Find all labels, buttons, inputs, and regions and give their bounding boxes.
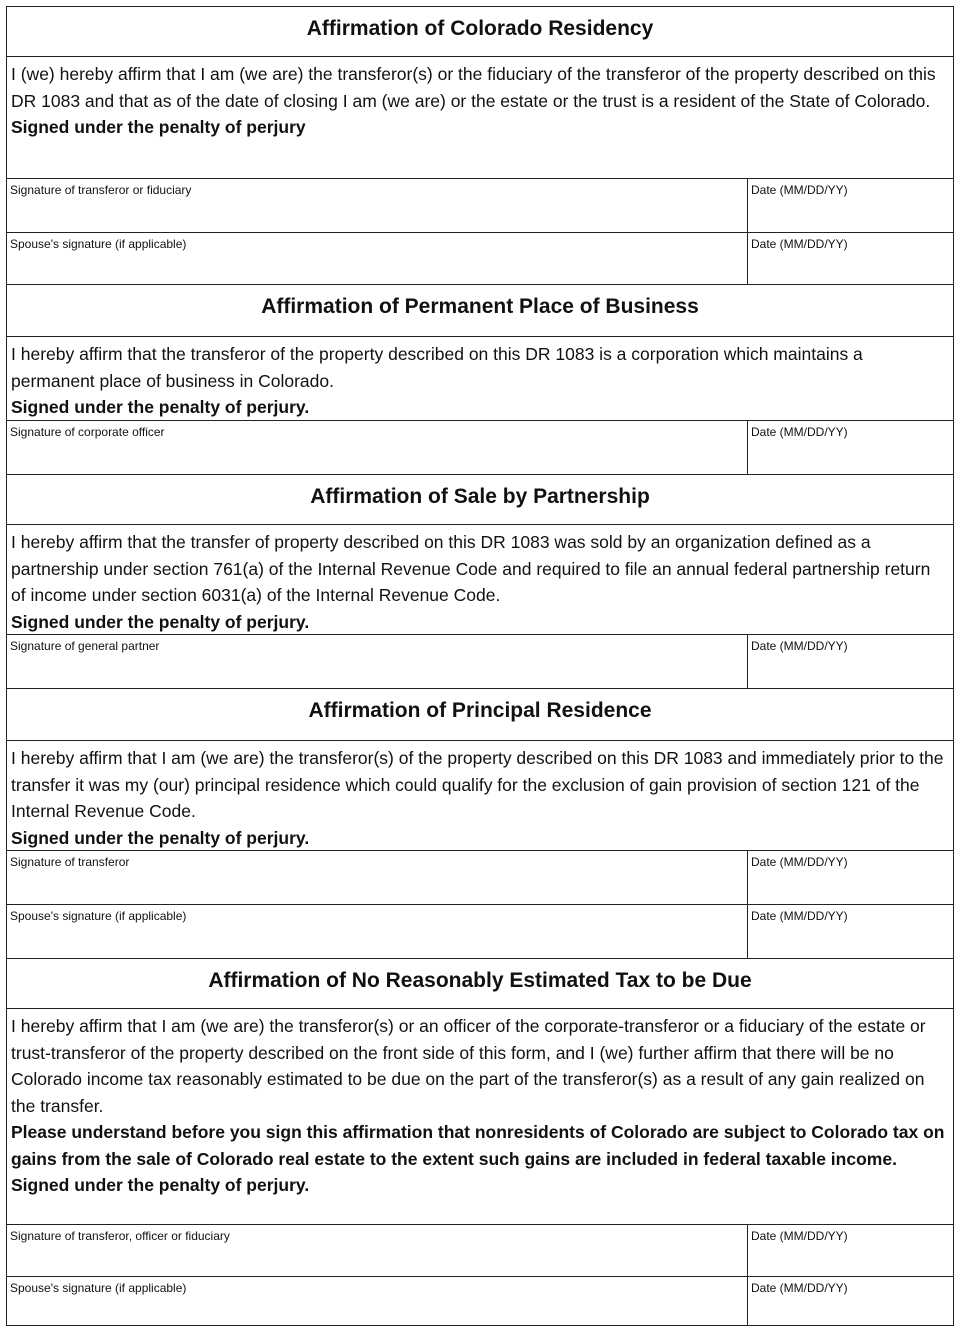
signature-label: Signature of transferor xyxy=(10,855,130,869)
signature-label: Spouse's signature (if applicable) xyxy=(10,1281,187,1295)
date-label: Date (MM/DD/YY) xyxy=(751,909,848,923)
affirmation-text: I hereby affirm that the transfer of property described on this DR 1083 was sold by an organization defined as a partnership under section 761(a) of the Internal Revenue Code and required to file an annual federal partnership return of income under section 6031(a) of the Internal Revenue Code. xyxy=(11,532,931,605)
penalty-statement: Signed under the penalty of perjury. xyxy=(11,611,310,632)
affirmation-text: I hereby affirm that I am (we are) the transferor(s) of the property described on this DR 1083 and immediately prior to the transfer it was my (our) principal residence which could qualify for the exclusion of gain provision of section 121 of the Internal Revenue Code. xyxy=(11,748,944,821)
date-field[interactable] xyxy=(747,1277,953,1325)
signature-label: Signature of general partner xyxy=(10,639,160,653)
signature-row-corporate-officer[interactable] xyxy=(7,421,953,475)
signature-row-spouse[interactable] xyxy=(7,233,953,285)
date-label: Date (MM/DD/YY) xyxy=(751,183,848,197)
signature-row-transferor-officer-fiduciary[interactable] xyxy=(7,1225,953,1277)
date-label: Date (MM/DD/YY) xyxy=(751,855,848,869)
signature-row-spouse[interactable] xyxy=(7,905,953,959)
date-label: Date (MM/DD/YY) xyxy=(751,237,848,251)
date-field[interactable] xyxy=(747,905,953,958)
section-title-text: Affirmation of Colorado Residency xyxy=(306,17,654,40)
affirmation-text: I (we) hereby affirm that I am (we are) the transferor(s) or the fiduciary of the transferor of the property described on this DR 1083 and that as of the date of closing I am (we are) or the estate or the trust is a resident of the State of Colorado. xyxy=(11,64,936,111)
section-body-principal-residence xyxy=(7,741,953,851)
date-label: Date (MM/DD/YY) xyxy=(751,639,848,653)
section-title-text: Affirmation of Permanent Place of Business xyxy=(261,295,699,318)
section-body-permanent-place-of-business xyxy=(7,337,953,421)
signature-label: Signature of transferor, officer or fiduciary xyxy=(10,1229,230,1243)
date-field[interactable] xyxy=(747,421,953,474)
section-title-principal-residence xyxy=(7,689,953,741)
penalty-statement: Signed under the penalty of perjury xyxy=(11,117,306,137)
section-body-colorado-residency xyxy=(7,57,953,179)
signature-label: Signature of transferor or fiduciary xyxy=(10,183,192,197)
signature-label: Signature of corporate officer xyxy=(10,425,165,439)
affirmation-text: I hereby affirm that the transferor of the property described on this DR 1083 is a corporation which maintains a permanent place of business in Colorado. xyxy=(11,344,863,391)
penalty-statement: Signed under the penalty of perjury. xyxy=(11,827,310,848)
signature-label: Spouse's signature (if applicable) xyxy=(10,909,187,923)
date-field[interactable] xyxy=(747,635,953,688)
date-field[interactable] xyxy=(747,233,953,284)
section-title-no-estimated-tax xyxy=(7,959,953,1009)
signature-row-transferor-fiduciary[interactable] xyxy=(7,179,953,233)
date-label: Date (MM/DD/YY) xyxy=(751,1281,848,1295)
section-title-colorado-residency xyxy=(7,7,953,57)
signature-label: Spouse's signature (if applicable) xyxy=(10,237,187,251)
penalty-statement: Signed under the penalty of perjury. xyxy=(11,1175,310,1195)
signature-row-spouse[interactable] xyxy=(7,1277,953,1325)
nonresident-notice: Please understand before you sign this affirmation that nonresidents of Colorado are subject to Colorado tax on gains from the sale of Colorado real estate to the extent such gains are included in federal taxable income. xyxy=(11,1122,945,1169)
signature-row-general-partner[interactable] xyxy=(7,635,953,689)
date-label: Date (MM/DD/YY) xyxy=(751,1229,848,1243)
date-field[interactable] xyxy=(747,179,953,232)
date-field[interactable] xyxy=(747,851,953,904)
section-title-text: Affirmation of No Reasonably Estimated Tax to be Due xyxy=(208,969,752,992)
signature-row-transferor[interactable] xyxy=(7,851,953,905)
date-label: Date (MM/DD/YY) xyxy=(751,425,848,439)
section-body-no-estimated-tax xyxy=(7,1009,953,1225)
affirmations-form xyxy=(6,6,954,1326)
affirmation-text: I hereby affirm that I am (we are) the transferor(s) or an officer of the corporate-transferor or a fiduciary of the estate or trust-transferor of the property described on the front side of this form, and I (we) further affirm that there will be no Colorado income tax reasonably estimated to be due on the part of the transferor(s) as a result of any gain realized on the transfer. xyxy=(11,1016,926,1116)
section-title-permanent-place-of-business xyxy=(7,285,953,337)
section-title-text: Affirmation of Principal Residence xyxy=(308,699,652,722)
section-body-sale-by-partnership xyxy=(7,525,953,635)
section-title-sale-by-partnership xyxy=(7,475,953,525)
section-title-text: Affirmation of Sale by Partnership xyxy=(310,485,650,508)
penalty-statement: Signed under the penalty of perjury. xyxy=(11,397,310,417)
date-field[interactable] xyxy=(747,1225,953,1276)
